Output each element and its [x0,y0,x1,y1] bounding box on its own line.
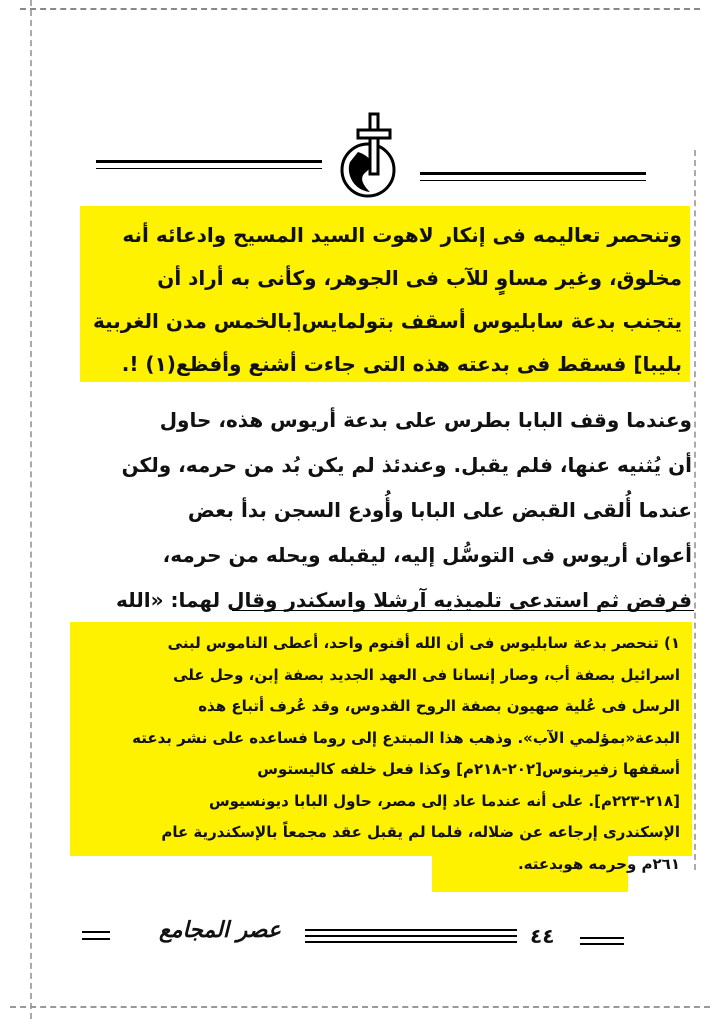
body-line: أعوان أريوس فى التوسُّل إليه، ليقبله ويحله من حرمه، [162,543,692,567]
footer-book-title: عصر المجامع [159,917,281,943]
header-rule-right-thin [420,180,646,181]
cross-globe-icon [330,112,410,202]
body-line: عندما أُلقى القبض على البابا وأُودع السجن بدأ بعض [187,498,692,522]
main-paragraph [92,214,682,386]
page-edge-right [694,150,696,870]
main-line: مخلوق، وغير مساوٍ للآب فى الجوهر، وكأنى به أراد أن [157,266,682,290]
page-number: ٤٤ [530,924,555,948]
footer-rule-mid-3 [305,941,517,943]
body-line: أن يُثنيه عنها، فلم يقبل. وعندئذ لم يكن بُد من حرمه، ولكن [121,453,692,477]
footnote-line: الإسكندرى إرجاعه عن ضلاله، فلما لم يقبل عقد مجمعاً بالإسكندرية عام [161,823,680,841]
footer-rule-mid-2 [305,935,517,937]
footer-rule-right-2 [580,943,624,945]
footer-rule-mid [305,929,517,931]
header-rule-left-thin [96,168,322,169]
page-edge-top [20,8,700,10]
footnote-divider [232,610,694,611]
header-rule-right [420,172,646,175]
footer-rule-left [82,931,110,933]
page-edge-bottom [10,1006,710,1008]
footnote-line: ٢٦١م وحرمه هوبدعته. [517,854,680,873]
main-line: وتنحصر تعاليمه فى إنكار لاهوت السيد المسيح وادعائه أنه [122,223,682,247]
header-rule-left [96,160,322,163]
footnote-line: ١) تنحصر بدعة سابليوس فى أن الله أقنوم واحد، أعطى الناموس لبنى [167,634,680,652]
footnote [80,628,680,880]
body-line: وعندما وقف البابا بطرس على بدعة أريوس هذه، حاول [159,408,692,432]
main-line: بليبا] فسقط فى بدعته هذه التى جاءت أشنع وأفظع(١) !. [121,352,682,376]
body-paragraph [80,398,692,623]
footnote-line: [٢١٨-٢٢٣م]. على أنه عندما عاد إلى مصر، حاول البابا ديونسيوس [208,791,680,810]
footer-rule-right [580,937,624,939]
footnote-line: اسرائيل بصفة أب، وصار إنسانا فى العهد الجديد بصفة إبن، وحل على [173,665,680,684]
body-line: فرفض ثم استدعى تلميذيه آرشلا واسكندر وقال لهما: «الله [115,588,692,612]
page-edge-left [30,0,32,1019]
footnote-line: أسقفها زفيرينوس[٢٠٢-٢١٨م] وكذا فعل خلفه كاليستوس [257,760,680,778]
footer-rule-left-2 [82,938,110,940]
main-line: يتجنب بدعة سابليوس أسقف بتولمايس[بالخمس مدن الغربية [92,309,682,333]
footnote-line: الرسل فى عُلية صهيون بصفة الروح القدوس، وقد عُرف أتباع هذه [198,697,680,715]
footnote-line: البدعة«بمؤلمي الآب». وذهب هذا المبتدع إلى روما فساعده على نشر بدعته [132,728,680,747]
